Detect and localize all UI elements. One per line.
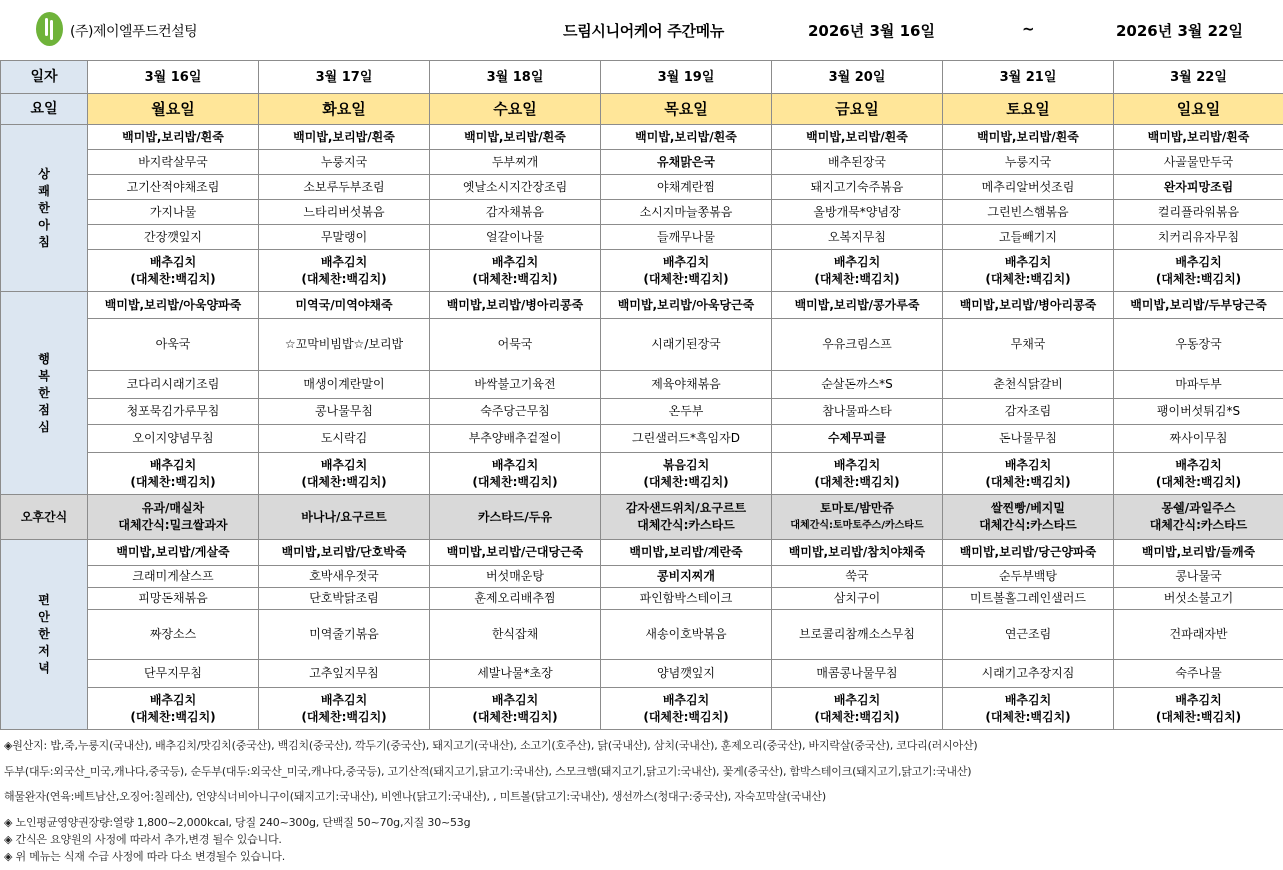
breakfast-item: 고들빼기지 bbox=[943, 225, 1114, 250]
dinner-item: 시래기고추장지짐 bbox=[943, 660, 1114, 688]
company-logo-icon bbox=[36, 12, 63, 46]
kimchi-cell bbox=[259, 688, 430, 730]
breakfast-item: 오복지무침 bbox=[772, 225, 943, 250]
dinner-item: 훈제오리배추찜 bbox=[430, 588, 601, 610]
kimchi-alt: (대체찬:백김치) bbox=[301, 474, 387, 489]
kimchi-cell bbox=[943, 250, 1114, 292]
kimchi-cell bbox=[601, 453, 772, 495]
menu-title: 드림시니어케어 주간메뉴 bbox=[563, 22, 725, 40]
table-row bbox=[1, 225, 1283, 250]
dinner-item: 숙주나물 bbox=[1114, 660, 1283, 688]
kimchi-main: 배추김치 bbox=[833, 692, 881, 707]
snack-main: 유과/매실차 bbox=[141, 501, 205, 515]
date-range-separator: ~ bbox=[1022, 20, 1035, 38]
breakfast-item: 가지나물 bbox=[88, 200, 259, 225]
kimchi-cell bbox=[430, 688, 601, 730]
dinner-item: 매콤콩나물무침 bbox=[772, 660, 943, 688]
lunch-item: 우동장국 bbox=[1114, 319, 1283, 371]
breakfast-item: 올방개묵*양념장 bbox=[772, 200, 943, 225]
table-row bbox=[1, 399, 1283, 425]
dinner-item: 콩나물국 bbox=[1114, 566, 1283, 588]
kimchi-main: 배추김치 bbox=[149, 457, 197, 472]
dinner-item: 브로콜리참깨소스무침 bbox=[772, 610, 943, 660]
kimchi-alt: (대체찬:백김치) bbox=[130, 709, 216, 724]
lunch-label-char: 한 bbox=[38, 385, 50, 400]
snack-cell bbox=[88, 495, 259, 540]
lunch-item: 청포묵김가루무침 bbox=[88, 399, 259, 425]
breakfast-item: 백미밥,보리밥/흰죽 bbox=[1114, 125, 1283, 150]
note-menu-change: ◈ 위 메뉴는 식재 수급 사정에 따라 다소 변경될수 있습니다. bbox=[4, 850, 286, 863]
snack-main: 감자샌드위치/요구르트 bbox=[625, 501, 747, 515]
lunch-item: 수제무피클 bbox=[772, 425, 943, 453]
kimchi-cell bbox=[1114, 688, 1283, 730]
kimchi-cell bbox=[943, 453, 1114, 495]
kimchi-main: 배추김치 bbox=[320, 692, 368, 707]
lunch-item: 백미밥,보리밥/콩가루죽 bbox=[772, 292, 943, 319]
breakfast-label-char: 침 bbox=[38, 234, 50, 249]
lunch-item: 콩나물무침 bbox=[259, 399, 430, 425]
dow-cell: 목요일 bbox=[601, 94, 772, 125]
breakfast-item: 느타리버섯볶음 bbox=[259, 200, 430, 225]
dinner-item: 순두부백탕 bbox=[943, 566, 1114, 588]
breakfast-item: 야채계란찜 bbox=[601, 175, 772, 200]
table-row bbox=[1, 125, 1283, 150]
table-row bbox=[1, 588, 1283, 610]
kimchi-cell bbox=[772, 688, 943, 730]
date-range-start: 2026년 3월 16일 bbox=[808, 22, 935, 40]
dinner-item: 백미밥,보리밥/계란죽 bbox=[601, 540, 772, 566]
kimchi-main: 볶음김치 bbox=[662, 457, 710, 472]
lunch-item: 짜사이무침 bbox=[1114, 425, 1283, 453]
breakfast-item: 두부찌개 bbox=[430, 150, 601, 175]
table-row bbox=[1, 425, 1283, 453]
breakfast-item: 백미밥,보리밥/흰죽 bbox=[430, 125, 601, 150]
snack-cell bbox=[430, 495, 601, 540]
note-origin-3: 해물완자(연육:베트남산,오징어:칠레산), 언양식너비아니구이(돼지고기:국내산), 비엔나(닭고기:국내산), , 미트볼(닭고기:국내산), 생선까스(청대구:중국산), 자숙꼬막살(국내산) bbox=[4, 790, 826, 803]
kimchi-alt: (대체찬:백김치) bbox=[814, 474, 900, 489]
lunch-item: 백미밥,보리밥/아욱당근죽 bbox=[601, 292, 772, 319]
dinner-item: 백미밥,보리밥/단호박죽 bbox=[259, 540, 430, 566]
lunch-item: 시래기된장국 bbox=[601, 319, 772, 371]
kimchi-main: 배추김치 bbox=[320, 254, 368, 269]
kimchi-cell bbox=[259, 453, 430, 495]
lunch-item: 매생이계란말이 bbox=[259, 371, 430, 399]
table-row bbox=[1, 371, 1283, 399]
kimchi-alt: (대체찬:백김치) bbox=[814, 271, 900, 286]
kimchi-cell bbox=[430, 250, 601, 292]
breakfast-label bbox=[1, 125, 88, 292]
lunch-item: 코다리시래기조림 bbox=[88, 371, 259, 399]
lunch-item: 백미밥,보리밥/병아리콩죽 bbox=[430, 292, 601, 319]
table-row bbox=[1, 292, 1283, 319]
lunch-item: 온두부 bbox=[601, 399, 772, 425]
snack-main: 쌀찐빵/베지밀 bbox=[991, 501, 1065, 515]
breakfast-label-char: 한 bbox=[38, 200, 50, 215]
kimchi-alt: (대체찬:백김치) bbox=[985, 271, 1071, 286]
breakfast-item: 유채맑은국 bbox=[601, 150, 772, 175]
page-header bbox=[0, 0, 1283, 60]
lunch-label bbox=[1, 292, 88, 495]
breakfast-item: 백미밥,보리밥/흰죽 bbox=[259, 125, 430, 150]
lunch-label-char: 행 bbox=[38, 351, 50, 366]
date-cell: 3월 18일 bbox=[430, 61, 601, 94]
kimchi-main: 배추김치 bbox=[491, 692, 539, 707]
snack-cell bbox=[943, 495, 1114, 540]
lunch-label-char: 심 bbox=[38, 419, 50, 434]
table-row bbox=[1, 566, 1283, 588]
snack-cell bbox=[1114, 495, 1283, 540]
snack-alt: 대체간식:카스타드 bbox=[637, 518, 735, 532]
kimchi-main: 배추김치 bbox=[1175, 692, 1222, 707]
dinner-item: 쑥국 bbox=[772, 566, 943, 588]
lunch-item: 백미밥,보리밥/병아리콩죽 bbox=[943, 292, 1114, 319]
kimchi-alt: (대체찬:백김치) bbox=[301, 271, 387, 286]
kimchi-main: 배추김치 bbox=[662, 254, 710, 269]
dinner-item: 백미밥,보리밥/들깨죽 bbox=[1114, 540, 1283, 566]
kimchi-cell bbox=[772, 453, 943, 495]
kimchi-main: 배추김치 bbox=[149, 254, 197, 269]
breakfast-item: 얼갈이나물 bbox=[430, 225, 601, 250]
breakfast-item: 백미밥,보리밥/흰죽 bbox=[601, 125, 772, 150]
lunch-label-char: 점 bbox=[38, 402, 50, 417]
snack-alt: 대체간식:토마토주스/카스타드 bbox=[790, 520, 924, 531]
breakfast-item: 고기산적야채조림 bbox=[88, 175, 259, 200]
breakfast-item: 소시지마늘쫑볶음 bbox=[601, 200, 772, 225]
dinner-item: 고추잎지무침 bbox=[259, 660, 430, 688]
kimchi-alt: (대체찬:백김치) bbox=[301, 709, 387, 724]
date-range-end: 2026년 3월 22일 bbox=[1116, 22, 1243, 40]
date-cell: 3월 20일 bbox=[772, 61, 943, 94]
table-row bbox=[1, 688, 1283, 730]
lunch-item: 도시락김 bbox=[259, 425, 430, 453]
dinner-item: 파인함박스테이크 bbox=[601, 588, 772, 610]
kimchi-alt: (대체찬:백김치) bbox=[472, 709, 558, 724]
lunch-item: 참나물파스타 bbox=[772, 399, 943, 425]
breakfast-label-char: 쾌 bbox=[38, 183, 50, 198]
kimchi-cell bbox=[88, 688, 259, 730]
kimchi-cell bbox=[430, 453, 601, 495]
date-cell: 3월 22일 bbox=[1114, 61, 1283, 94]
dinner-item: 피망돈채볶음 bbox=[88, 588, 259, 610]
lunch-item: 백미밥,보리밥/두부당근죽 bbox=[1114, 292, 1283, 319]
lunch-item: 돈나물무침 bbox=[943, 425, 1114, 453]
lunch-item: 어묵국 bbox=[430, 319, 601, 371]
table-row bbox=[1, 660, 1283, 688]
snack-cell bbox=[772, 495, 943, 540]
dinner-item: 미역줄기볶음 bbox=[259, 610, 430, 660]
table-row bbox=[1, 610, 1283, 660]
table-row bbox=[1, 495, 1283, 540]
kimchi-alt: (대체찬:백김치) bbox=[1155, 474, 1242, 489]
dinner-item: 양념깻잎지 bbox=[601, 660, 772, 688]
dow-cell: 일요일 bbox=[1114, 94, 1283, 125]
breakfast-item: 백미밥,보리밥/흰죽 bbox=[943, 125, 1114, 150]
kimchi-cell bbox=[259, 250, 430, 292]
snack-main: 바나나/요구르트 bbox=[301, 509, 387, 524]
breakfast-item: 백미밥,보리밥/흰죽 bbox=[772, 125, 943, 150]
snack-cell bbox=[259, 495, 430, 540]
lunch-item: 백미밥,보리밥/아욱양파죽 bbox=[88, 292, 259, 319]
kimchi-cell bbox=[1114, 453, 1283, 495]
breakfast-item: 배추된장국 bbox=[772, 150, 943, 175]
kimchi-cell bbox=[88, 250, 259, 292]
table-row bbox=[1, 200, 1283, 225]
dinner-item: 세발나물*초장 bbox=[430, 660, 601, 688]
table-row bbox=[1, 250, 1283, 292]
dinner-label bbox=[1, 540, 88, 730]
dinner-item: 버섯매운탕 bbox=[430, 566, 601, 588]
breakfast-item: 간장깻잎지 bbox=[88, 225, 259, 250]
snack-alt: 대체간식:카스타드 bbox=[1149, 518, 1248, 532]
dinner-item: 미트볼홀그레인샐러드 bbox=[943, 588, 1114, 610]
kimchi-cell bbox=[88, 453, 259, 495]
table-row bbox=[1, 61, 1283, 94]
lunch-item: 우유크림스프 bbox=[772, 319, 943, 371]
kimchi-cell bbox=[601, 250, 772, 292]
lunch-item: 제육야채볶음 bbox=[601, 371, 772, 399]
lunch-item: 순살돈까스*S bbox=[772, 371, 943, 399]
dinner-label-char: 안 bbox=[38, 610, 50, 624]
kimchi-main: 배추김치 bbox=[833, 254, 881, 269]
note-origin-1: ◈원산지: 밥,죽,누룽지(국내산), 배추김치/맛김치(중국산), 백김치(중국산), 깍두기(중국산), 돼지고기(국내산), 소고기(호주산), 닭(국내산), 삼치(국내산), 훈제오리(중국산), 바지락살(중국산), 코다리(러시아산) bbox=[4, 739, 978, 752]
table-row bbox=[1, 94, 1283, 125]
breakfast-item: 무말랭이 bbox=[259, 225, 430, 250]
date-cell: 3월 17일 bbox=[259, 61, 430, 94]
dinner-label-char: 편 bbox=[38, 593, 50, 607]
dow-cell: 화요일 bbox=[259, 94, 430, 125]
kimchi-main: 배추김치 bbox=[1004, 254, 1052, 269]
breakfast-item: 메추리알버섯조림 bbox=[943, 175, 1114, 200]
dinner-item: 백미밥,보리밥/근대당근죽 bbox=[430, 540, 601, 566]
dinner-item: 짜장소스 bbox=[88, 610, 259, 660]
breakfast-item: 누룽지국 bbox=[943, 150, 1114, 175]
table-row bbox=[1, 319, 1283, 371]
breakfast-item: 감자채볶음 bbox=[430, 200, 601, 225]
note-origin-2: 두부(대두:외국산_미국,캐나다,중국등), 순두부(대두:외국산_미국,캐나다,중국등), 고기산적(돼지고기,닭고기:국내산), 스모크햄(돼지고기,닭고기:국내산), 꽃게(중국산), 함박스테이크(돼지고기,닭고기:국내산) bbox=[4, 765, 972, 778]
kimchi-cell bbox=[772, 250, 943, 292]
breakfast-item: 누룽지국 bbox=[259, 150, 430, 175]
dinner-item: 백미밥,보리밥/당근양파죽 bbox=[943, 540, 1114, 566]
kimchi-alt: (대체찬:백김치) bbox=[130, 271, 216, 286]
dinner-item: 백미밥,보리밥/참치야채죽 bbox=[772, 540, 943, 566]
lunch-item: 무채국 bbox=[943, 319, 1114, 371]
breakfast-item: 백미밥,보리밥/흰죽 bbox=[88, 125, 259, 150]
snack-alt: 대체간식:밀크쌀과자 bbox=[118, 518, 228, 532]
kimchi-main: 배추김치 bbox=[1004, 692, 1052, 707]
table-row bbox=[1, 175, 1283, 200]
kimchi-main: 배추김치 bbox=[320, 457, 368, 472]
lunch-item: 감자조림 bbox=[943, 399, 1114, 425]
lunch-item: 아욱국 bbox=[88, 319, 259, 371]
snack-label: 오후간식 bbox=[1, 495, 88, 540]
breakfast-item: 그린빈스햄볶음 bbox=[943, 200, 1114, 225]
company-name: (주)제이엘푸드컨설팅 bbox=[70, 24, 198, 40]
lunch-item: 팽이버섯튀김*S bbox=[1114, 399, 1283, 425]
dinner-item: 호박새우젓국 bbox=[259, 566, 430, 588]
kimchi-alt: (대체찬:백김치) bbox=[643, 474, 729, 489]
dinner-item: 단무지무침 bbox=[88, 660, 259, 688]
date-cell: 3월 21일 bbox=[943, 61, 1114, 94]
dinner-label-char: 녁 bbox=[38, 661, 50, 675]
date-cell: 3월 16일 bbox=[88, 61, 259, 94]
dinner-item: 버섯소불고기 bbox=[1114, 588, 1283, 610]
date-cell: 3월 19일 bbox=[601, 61, 772, 94]
lunch-item: 오이지양념무침 bbox=[88, 425, 259, 453]
lunch-item: 마파두부 bbox=[1114, 371, 1283, 399]
snack-main: 카스타드/두유 bbox=[478, 509, 552, 524]
dow-cell: 수요일 bbox=[430, 94, 601, 125]
dow-label: 요일 bbox=[1, 94, 88, 125]
breakfast-item: 소보루두부조림 bbox=[259, 175, 430, 200]
kimchi-alt: (대체찬:백김치) bbox=[130, 474, 216, 489]
note-snack-change: ◈ 간식은 요양원의 사정에 따라서 추가,변경 될수 있습니다. bbox=[4, 833, 282, 846]
breakfast-item: 컬리플라워볶음 bbox=[1114, 200, 1283, 225]
kimchi-main: 배추김치 bbox=[1175, 254, 1222, 269]
kimchi-main: 배추김치 bbox=[662, 692, 710, 707]
dinner-item: 단호박닭조림 bbox=[259, 588, 430, 610]
breakfast-item: 치커리유자무침 bbox=[1114, 225, 1283, 250]
lunch-item: 그린샐러드*흑임자D bbox=[601, 425, 772, 453]
dinner-item: 연근조림 bbox=[943, 610, 1114, 660]
snack-main: 몽쉘/과일주스 bbox=[1161, 501, 1236, 515]
kimchi-cell bbox=[943, 688, 1114, 730]
lunch-item: 숙주당근무침 bbox=[430, 399, 601, 425]
breakfast-item: 옛날소시지간장조림 bbox=[430, 175, 601, 200]
lunch-item: 부추양배추겉절이 bbox=[430, 425, 601, 453]
breakfast-label-char: 상 bbox=[38, 166, 50, 181]
kimchi-alt: (대체찬:백김치) bbox=[643, 709, 729, 724]
kimchi-main: 배추김치 bbox=[149, 692, 197, 707]
kimchi-main: 배추김치 bbox=[491, 254, 539, 269]
kimchi-main: 배추김치 bbox=[833, 457, 881, 472]
table-row bbox=[1, 540, 1283, 566]
date-label: 일자 bbox=[1, 61, 88, 94]
kimchi-alt: (대체찬:백김치) bbox=[985, 474, 1071, 489]
dinner-item: 백미밥,보리밥/게살죽 bbox=[88, 540, 259, 566]
dinner-item: 새송이호박볶음 bbox=[601, 610, 772, 660]
kimchi-alt: (대체찬:백김치) bbox=[985, 709, 1071, 724]
dinner-item: 삼치구이 bbox=[772, 588, 943, 610]
snack-cell bbox=[601, 495, 772, 540]
kimchi-alt: (대체찬:백김치) bbox=[643, 271, 729, 286]
snack-alt: 대체간식:카스타드 bbox=[979, 518, 1077, 532]
breakfast-item: 완자피망조림 bbox=[1114, 175, 1283, 200]
dinner-item: 크래미게살스프 bbox=[88, 566, 259, 588]
table-row bbox=[1, 150, 1283, 175]
kimchi-alt: (대체찬:백김치) bbox=[1155, 271, 1242, 286]
dinner-label-char: 저 bbox=[38, 644, 50, 658]
lunch-item: 바싹불고기육전 bbox=[430, 371, 601, 399]
kimchi-cell bbox=[1114, 250, 1283, 292]
dinner-item: 한식잡채 bbox=[430, 610, 601, 660]
table-row bbox=[1, 453, 1283, 495]
lunch-item: 미역국/미역야채죽 bbox=[259, 292, 430, 319]
lunch-item: 춘천식닭갈비 bbox=[943, 371, 1114, 399]
weekly-menu-table bbox=[0, 60, 1283, 730]
dinner-item: 콩비지찌개 bbox=[601, 566, 772, 588]
dow-cell: 금요일 bbox=[772, 94, 943, 125]
breakfast-item: 들깨무나물 bbox=[601, 225, 772, 250]
note-nutrition: ◈ 노인평균영양권장량:열량 1,800~2,000kcal, 당질 240~300g, 단백질 50~70g,지질 30~53g bbox=[4, 816, 471, 829]
breakfast-item: 사골물만두국 bbox=[1114, 150, 1283, 175]
kimchi-main: 배추김치 bbox=[491, 457, 539, 472]
snack-main: 토마토/밤만쥬 bbox=[820, 501, 894, 515]
breakfast-item: 바지락살무국 bbox=[88, 150, 259, 175]
lunch-item: ☆꼬막비빔밥☆/보리밥 bbox=[259, 319, 430, 371]
dinner-label-char: 한 bbox=[38, 627, 50, 641]
kimchi-alt: (대체찬:백김치) bbox=[814, 709, 900, 724]
kimchi-alt: (대체찬:백김치) bbox=[1155, 709, 1242, 724]
dow-cell: 토요일 bbox=[943, 94, 1114, 125]
kimchi-main: 배추김치 bbox=[1175, 457, 1222, 472]
kimchi-alt: (대체찬:백김치) bbox=[472, 271, 558, 286]
kimchi-alt: (대체찬:백김치) bbox=[472, 474, 558, 489]
breakfast-label-char: 아 bbox=[38, 217, 50, 232]
kimchi-main: 배추김치 bbox=[1004, 457, 1052, 472]
dinner-item: 건파래자반 bbox=[1114, 610, 1283, 660]
lunch-label-char: 복 bbox=[38, 368, 50, 383]
breakfast-item: 돼지고기숙주볶음 bbox=[772, 175, 943, 200]
dow-cell: 월요일 bbox=[88, 94, 259, 125]
kimchi-cell bbox=[601, 688, 772, 730]
